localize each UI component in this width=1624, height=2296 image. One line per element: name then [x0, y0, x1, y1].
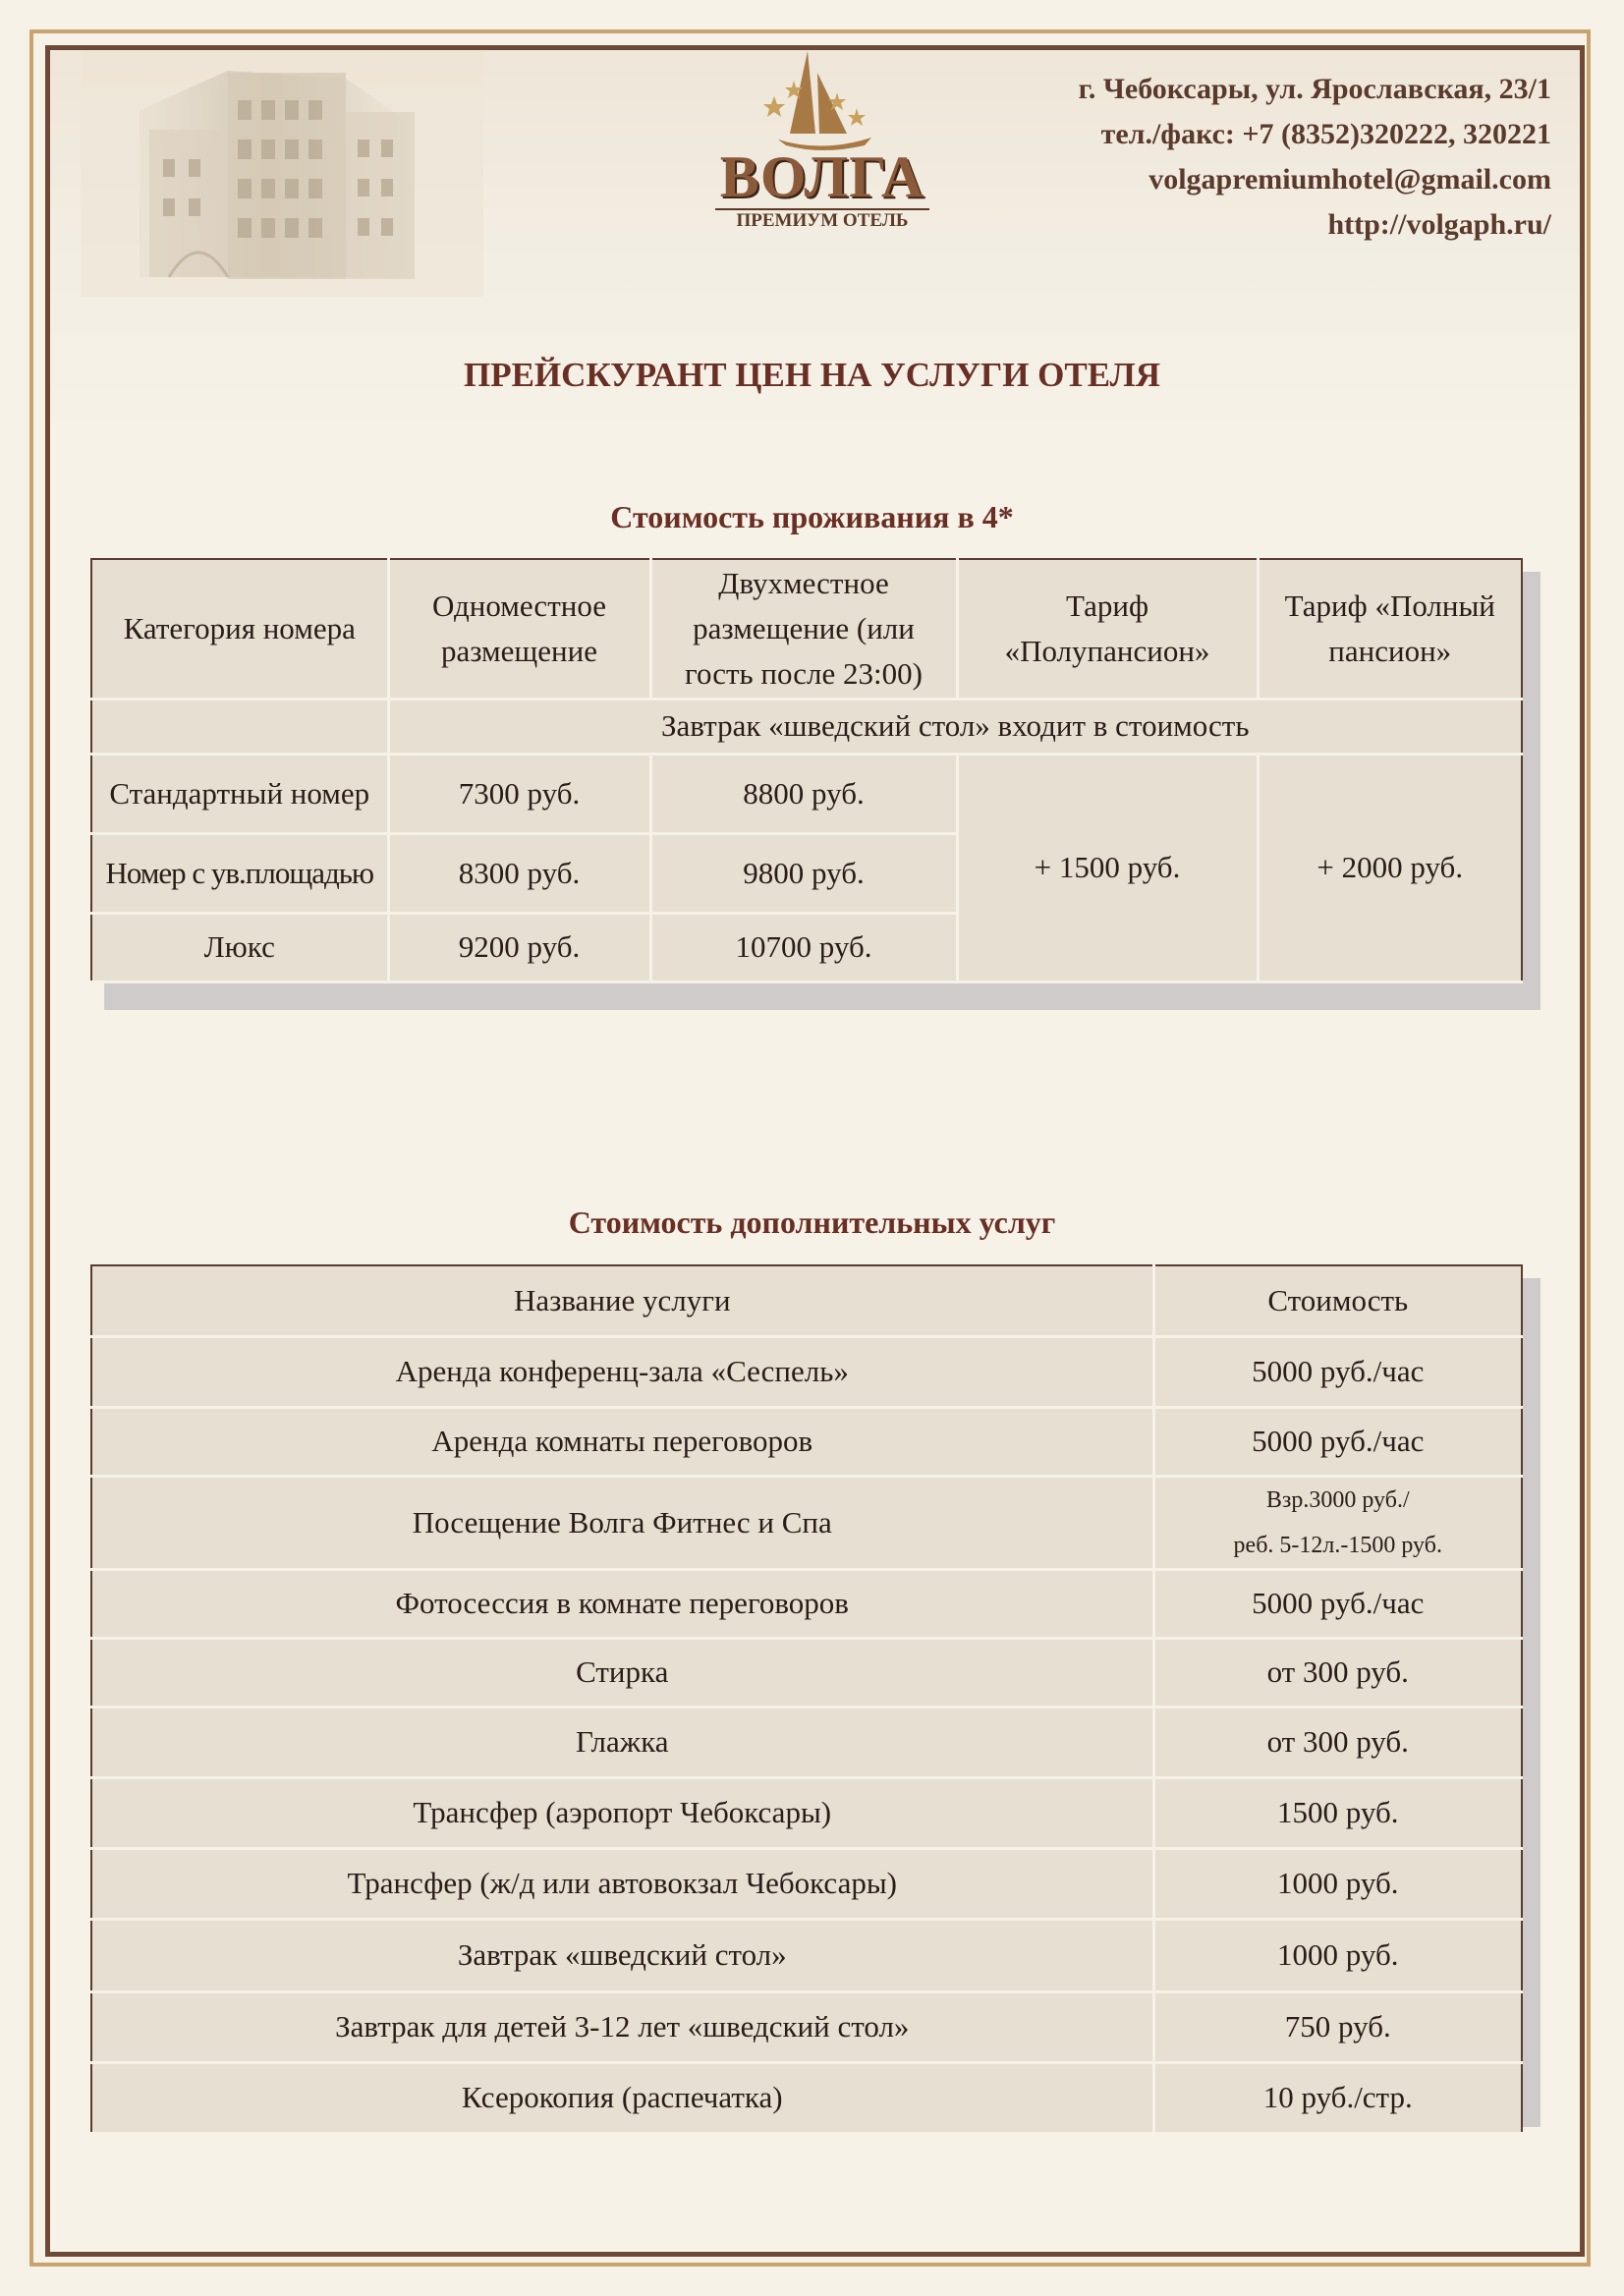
service-price: 1000 руб.: [1153, 1848, 1522, 1919]
hotel-building-image: [81, 51, 483, 297]
service-name: Ксерокопия (распечатка): [91, 2062, 1153, 2133]
table-row: [91, 754, 1522, 833]
single-price: 8300 руб.: [388, 833, 650, 913]
accommodation-table: [90, 558, 1523, 983]
table-row: [91, 2062, 1522, 2133]
header-category: Категория номера: [91, 559, 388, 699]
header-service-price: Стоимость: [1153, 1265, 1522, 1336]
contact-block: [1079, 67, 1551, 248]
service-price-line1: Взр.3000 руб./: [1265, 1486, 1410, 1513]
service-name: Завтрак «шведский стол»: [91, 1919, 1153, 1991]
service-name: Трансфер (аэропорт Чебоксары): [91, 1777, 1153, 1848]
service-name: Фотосессия в комнате переговоров: [91, 1569, 1153, 1638]
service-name: Завтрак для детей 3-12 лет «шведский стол»: [91, 1991, 1153, 2062]
sailboat-logo-icon: [700, 43, 945, 151]
breakfast-note-row: [91, 699, 1522, 754]
full-board-price: + 2000 руб.: [1258, 754, 1522, 981]
service-name: Аренда комнаты переговоров: [91, 1407, 1153, 1476]
table-row: [91, 1777, 1522, 1848]
accommodation-table-wrap: [90, 558, 1523, 983]
breakfast-note: Завтрак «шведский стол» входит в стоимость: [388, 699, 1522, 754]
service-price: 5000 руб./час: [1153, 1336, 1522, 1407]
service-price: 1000 руб.: [1153, 1919, 1522, 1991]
service-price: 5000 руб./час: [1153, 1569, 1522, 1638]
table-row: [91, 1569, 1522, 1638]
hotel-logo: [700, 43, 945, 240]
room-category: Люкс: [91, 913, 388, 981]
room-category: Стандартный номер: [91, 754, 388, 833]
table-row: [91, 1476, 1522, 1569]
page-title: ПРЕЙСКУРАНТ ЦЕН НА УСЛУГИ ОТЕЛЯ: [463, 356, 1160, 394]
empty-cell: [91, 699, 388, 754]
table-row: [91, 1407, 1522, 1476]
half-board-price: + 1500 руб.: [957, 754, 1258, 981]
service-price: 750 руб.: [1153, 1991, 1522, 2062]
double-price: 9800 руб.: [650, 833, 957, 913]
table-row: [91, 1707, 1522, 1777]
service-price: 1500 руб.: [1153, 1777, 1522, 1848]
room-category: Номер с ув.площадью: [91, 833, 388, 913]
header-double: Двухместное размещение (или гость после 23:00): [650, 559, 957, 699]
double-price: 8800 руб.: [650, 754, 957, 833]
service-price: от 300 руб.: [1153, 1638, 1522, 1707]
header-service-name: Название услуги: [91, 1265, 1153, 1336]
logo-wordmark: ВОЛГА: [719, 144, 925, 209]
logo-subtitle: ПРЕМИУМ ОТЕЛЬ: [715, 208, 929, 232]
single-price: 9200 руб.: [388, 913, 650, 981]
address: г. Чебоксары, ул. Ярославская, 23/1: [1078, 73, 1551, 105]
single-price: 7300 руб.: [388, 754, 650, 833]
header-full-board: Тариф «Полный пансион»: [1258, 559, 1522, 699]
table-row: [91, 1919, 1522, 1991]
table-row: [91, 1991, 1522, 2062]
service-price-line2: реб. 5-12л.-1500 руб.: [1233, 1532, 1442, 1558]
table-row: [91, 1336, 1522, 1407]
service-name: Посещение Волга Фитнес и Спа: [91, 1476, 1153, 1569]
table-row: [91, 1848, 1522, 1919]
table-row: [91, 1638, 1522, 1707]
header-single: Одноместное размещение: [388, 559, 650, 699]
service-name: Глажка: [91, 1707, 1153, 1777]
header-half-board: Тариф «Полупансион»: [957, 559, 1258, 699]
service-price: [1153, 1476, 1522, 1569]
services-table-wrap: [90, 1264, 1523, 2135]
website-link[interactable]: http://volgaph.ru/: [1327, 208, 1551, 241]
service-price: 5000 руб./час: [1153, 1407, 1522, 1476]
service-name: Трансфер (ж/д или автовокзал Чебоксары): [91, 1848, 1153, 1919]
phone: тел./факс: +7 (8352)320222, 320221: [1100, 118, 1551, 150]
services-section-title: Стоимость дополнительных услуг: [568, 1204, 1056, 1240]
email-link[interactable]: volgapremiumhotel@gmail.com: [1148, 163, 1551, 196]
services-table: [90, 1264, 1523, 2135]
table-header-row: [91, 1265, 1522, 1336]
service-name: Стирка: [91, 1638, 1153, 1707]
service-price: от 300 руб.: [1153, 1707, 1522, 1777]
double-price: 10700 руб.: [650, 913, 957, 981]
accommodation-section-title: Стоимость проживания в 4*: [610, 499, 1014, 534]
table-header-row: [91, 559, 1522, 699]
service-name: Аренда конференц-зала «Сеспель»: [91, 1336, 1153, 1407]
service-price: 10 руб./стр.: [1153, 2062, 1522, 2133]
